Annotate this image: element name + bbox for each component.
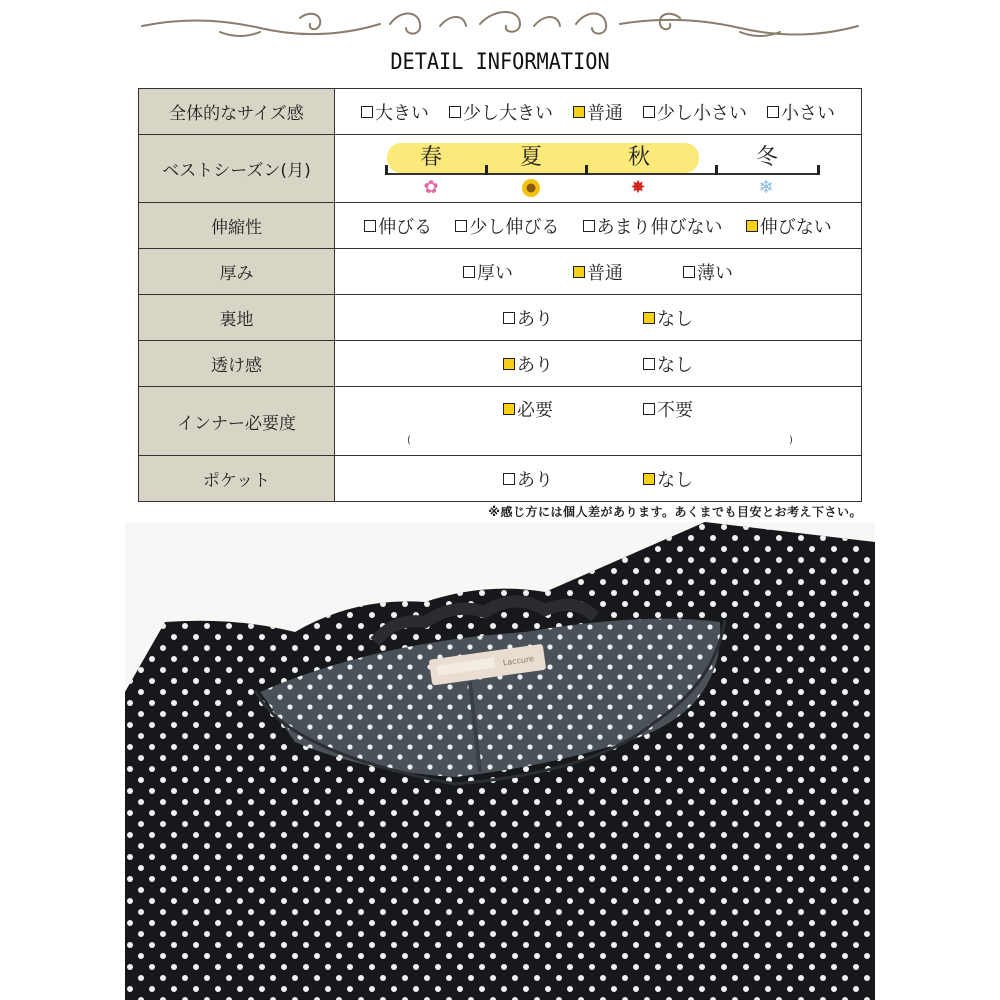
season-summer: 夏 xyxy=(519,144,542,170)
season-autumn: 秋 xyxy=(627,144,650,170)
row-label: 裏地 xyxy=(139,295,335,341)
option-yes: あり xyxy=(503,466,553,492)
snowflake-icon: ❄ xyxy=(758,176,774,198)
footnote: ※感じ方には個人差があります。あくまでも目安とお考え下さい。 xyxy=(488,505,862,519)
checkbox-checked xyxy=(503,358,515,370)
checkbox-checked xyxy=(643,473,655,485)
checkbox-checked xyxy=(573,106,585,118)
checkbox-checked xyxy=(503,403,515,415)
sunflower-icon xyxy=(520,177,542,199)
option-needed: 必要 xyxy=(503,396,553,422)
checkbox xyxy=(449,106,461,118)
thickness-options xyxy=(335,259,861,285)
season-line xyxy=(385,173,819,175)
checkbox xyxy=(455,220,467,232)
checkbox xyxy=(361,106,373,118)
checkbox xyxy=(503,312,515,324)
row-sheer xyxy=(139,341,862,387)
row-thickness xyxy=(139,249,862,295)
row-stretch xyxy=(139,203,862,249)
option-slightly-small: 少し小さい xyxy=(643,99,747,125)
checkbox-checked xyxy=(573,266,585,278)
decorative-ornament xyxy=(140,6,860,42)
row-label: 厚み xyxy=(139,249,335,295)
polka-dot-blouse-image xyxy=(125,522,875,1000)
option-slightly-large: 少し大きい xyxy=(449,99,553,125)
option-yes: あり xyxy=(503,351,553,377)
option-no: なし xyxy=(643,466,693,492)
option-normal: 普通 xyxy=(573,99,623,125)
option-large: 大きい xyxy=(361,99,429,125)
row-lining xyxy=(139,295,862,341)
checkbox xyxy=(503,473,515,485)
checkbox xyxy=(643,403,655,415)
option-normal: 普通 xyxy=(573,259,623,285)
row-inner xyxy=(139,387,862,456)
row-label: ベストシーズン(月) xyxy=(139,135,335,203)
stretch-options xyxy=(335,213,861,239)
checkbox xyxy=(364,220,376,232)
note-open-paren: ( xyxy=(407,435,411,446)
option-barely-stretches: あまり伸びない xyxy=(583,213,723,239)
row-size xyxy=(139,89,862,135)
checkbox-checked xyxy=(746,220,758,232)
row-pocket xyxy=(139,456,862,502)
pocket-options xyxy=(335,466,861,492)
option-small: 小さい xyxy=(767,99,835,125)
row-label: 全体的なサイズ感 xyxy=(139,89,335,135)
checkbox xyxy=(583,220,595,232)
note-close-paren: ) xyxy=(789,435,793,446)
row-label: 伸縮性 xyxy=(139,203,335,249)
sheer-options xyxy=(335,351,861,377)
row-label: インナー必要度 xyxy=(139,387,335,456)
row-label: ポケット xyxy=(139,456,335,502)
option-slightly-stretches: 少し伸びる xyxy=(455,213,559,239)
option-no: なし xyxy=(643,351,693,377)
option-no-stretch: 伸びない xyxy=(746,213,832,239)
season-winter: 冬 xyxy=(755,144,778,170)
season-scale xyxy=(335,137,861,201)
option-thin: 薄い xyxy=(683,259,733,285)
checkbox xyxy=(643,106,655,118)
checkbox xyxy=(643,358,655,370)
brand-tag-text: Laccure xyxy=(502,654,535,668)
option-not-needed: 不要 xyxy=(643,396,693,422)
option-stretches: 伸びる xyxy=(364,213,432,239)
checkbox xyxy=(683,266,695,278)
inner-options xyxy=(335,387,861,431)
lining-options xyxy=(335,305,861,331)
maple-leaf-icon: ✸ xyxy=(630,176,646,198)
flower-icon: ✿ xyxy=(423,176,439,198)
page-title: DETAIL INFORMATION xyxy=(390,50,610,75)
row-season xyxy=(139,135,862,203)
size-options xyxy=(335,99,861,125)
checkbox xyxy=(767,106,779,118)
checkbox-checked xyxy=(643,312,655,324)
product-photo xyxy=(125,522,875,1000)
option-yes: あり xyxy=(503,305,553,331)
checkbox xyxy=(463,266,475,278)
season-spring: 春 xyxy=(419,144,442,170)
row-label: 透け感 xyxy=(139,341,335,387)
option-thick: 厚い xyxy=(463,259,513,285)
option-no: なし xyxy=(643,305,693,331)
detail-table xyxy=(138,88,862,502)
